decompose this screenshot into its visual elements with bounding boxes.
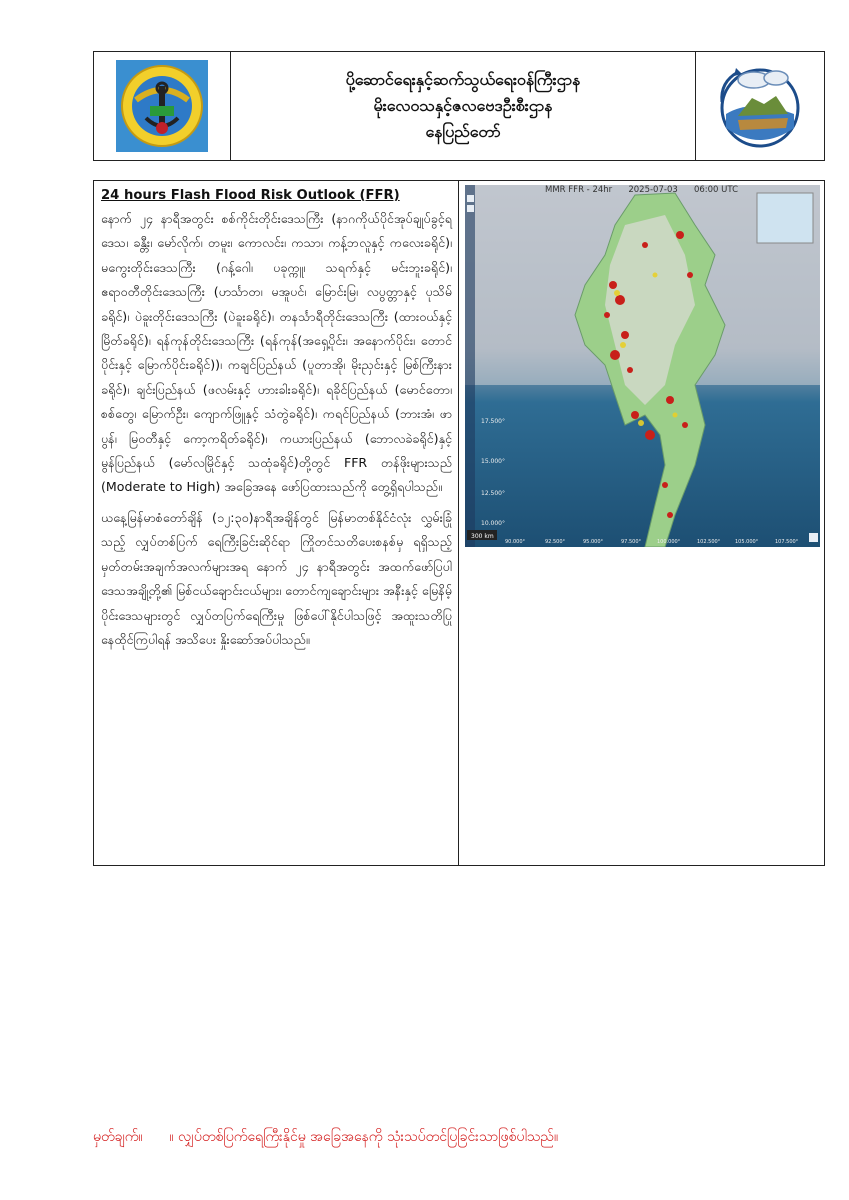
lon-label-6: 102.500°	[697, 539, 721, 545]
ministry-title-cell	[231, 52, 697, 160]
scale-label: 300 km	[471, 533, 494, 540]
department-name: မိုးလေဝသနှင့်ဇလဗေဒဦးစီးဌာန	[373, 96, 553, 115]
lon-label-4: 97.500°	[621, 539, 642, 545]
lon-label-3: 95.000°	[583, 539, 604, 545]
location-name: နေပြည်တော်	[425, 122, 501, 141]
zoom-out-button[interactable]	[467, 205, 474, 212]
footer-label: မှတ်ချက်။	[93, 1129, 143, 1145]
outlook-table	[93, 180, 825, 866]
header-table	[93, 51, 825, 161]
risk-areas-paragraph: နောက် ၂၄ နာရီအတွင်း စစ်ကိုင်းတိုင်းဒေသကြီး (နာဂကိုယ်ပိုင်အုပ်ချုပ်ခွင့်ရဒေသ၊ ခန္တီး၊ မော်လိုက်၊ တမူး၊ ကောလင်း၊ ကသာ၊ ကန့်ဘလူနှင့် ကလေးခရိုင်)၊ မကွေးတိုင်းဒေသကြီး (ဂန့်ဂေါ၊ ပခုက္ကူ၊ သရက်နှင့် မင်းဘူးခရိုင်)၊ ဧရာဝတီတိုင်းဒေသကြီး (ဟင်္သာတ၊ မအူပင်၊ မြောင်းမြ၊ လပွတ္တာနှင့် ပုသိမ်ခရိုင်)၊ ပဲခူးတိုင်းဒေသကြီး (ပဲခူးခရိုင်)၊ တနင်္သာရီတိုင်းဒေသကြီး (ထားဝယ်နှင့် မြိတ်ခရိုင်)၊ ရန်ကုန်တိုင်းဒေသကြီး (ရန်ကုန်(အရှေ့ပိုင်း၊ အနောက်ပိုင်း၊ တောင်ပိုင်းနှင့် မြောက်ပိုင်းခရိုင်))၊ ကချင်ပြည်နယ် (ပူတာအို၊ မိုးညှင်းနှင့် မြစ်ကြီးနားခရိုင်)၊ ချင်းပြည်နယ် (ဖလမ်းနှင့် ဟားခါးခရိုင်)၊ ရခိုင်ပြည်နယ် (မောင်တော၊ စစ်တွေ၊ မြောက်ဦး၊ ကျောက်ဖြူနှင့် သံတွဲခရိုင်)၊ ကရင်ပြည်နယ် (ဘားအံ၊ ဖာပွန်၊ မြဝတီနှင့် ကော့ကရိတ်ခရိုင်)၊ ကယားပြည်နယ် (ဘောလခဲခရိုင်)နှင့် မွန်ပြည်နယ် (မော်လမြိုင်နှင့် သထုံခရိုင်)တို့တွင် FFR တန်ဖိုးများသည် (Moderate to High) အခြေအနေ ဖော်ပြထားသည်ကို တွေ့ရှိရပါသည်။	[101, 211, 453, 495]
ffr-map-image	[465, 185, 820, 547]
ministry-name: ပို့ဆောင်ရေးနှင့်ဆက်သွယ်ရေးဝန်ကြီးဌာန	[345, 70, 581, 89]
lat-label-2: 15.000°	[481, 458, 506, 465]
water-cycle-logo-icon	[712, 58, 808, 154]
advisory-paragraph: ယနေ့မြန်မာစံတော်ချိန် (၁၂:၃၀)နာရီအချိန်တွင် မြန်မာတစ်နိုင်ငံလုံး လွှမ်းခြုံသည့် လျှပ်တစ်ပြက် ရေကြီးခြင်းဆိုင်ရာ ကြိုတင်သတိပေးစနစ်မှ ရရှိသည့် မှတ်တမ်းအချက်အလက်များအရ နောက် ၂၄ နာရီအတွင်း အထက်ဖော်ပြပါ ဒေသအချို့တို့၏ မြစ်ငယ်ချောင်းငယ်များ၊ တောင်ကျချောင်းများ အနီးနှင့် မြေနိမ့်ပိုင်းဒေသများတွင် လျှပ်တပြက်ရေကြီးမှု ဖြစ်ပေါ်နိုင်ပါသဖြင့် အထူးသတိပြု နေထိုင်ကြပါရန် အသိပေး နှိုးဆော်အပ်ပါသည်။	[101, 509, 453, 647]
lon-label-1: 90.000°	[505, 539, 526, 545]
lat-label-4: 10.000°	[481, 520, 506, 527]
zoom-in-button[interactable]	[467, 195, 474, 202]
overview-minimap[interactable]	[757, 193, 813, 243]
lon-label-2: 92.500°	[545, 539, 566, 545]
logo-cell	[94, 52, 231, 160]
ministry-logo-icon	[114, 58, 210, 154]
ffr-map	[465, 185, 820, 547]
footer-text: ။ လျှပ်တစ်ပြက်ရေကြီးနိုင်မှု အခြေအနေကို သုံးသပ်တင်ပြခြင်းသာဖြစ်ပါသည်။	[169, 1129, 559, 1145]
dmh-logo-cell	[696, 52, 824, 160]
lat-label-3: 12.500°	[481, 490, 506, 497]
map-title: MMR FFR - 24hr 2025-07-03 06:00 UTC	[545, 185, 739, 195]
outlook-title: 24 hours Flash Flood Risk Outlook (FFR)	[101, 188, 400, 203]
outlook-text-cell	[94, 181, 459, 865]
map-cell	[459, 181, 824, 865]
lon-label-5: 100.000°	[657, 539, 681, 545]
lon-label-7: 105.000°	[735, 539, 759, 545]
lat-label-1: 17.500°	[481, 418, 506, 425]
lon-label-8: 107.500°	[775, 539, 799, 545]
footer-note	[93, 1127, 825, 1148]
map-info-button[interactable]	[809, 533, 818, 542]
